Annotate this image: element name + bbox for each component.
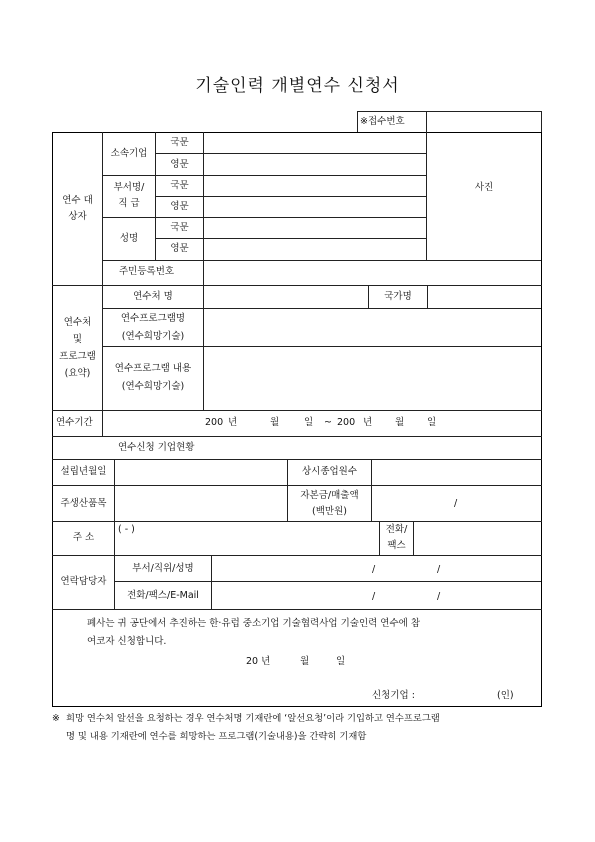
contact-dept-label: 부서/직위/성명 <box>132 563 194 574</box>
period-label: 연수기간 <box>56 417 93 428</box>
products-label: 주생산품목 <box>60 498 107 509</box>
period-year-unit: 년 <box>228 417 238 428</box>
program-section-label-1: 연수처 <box>63 317 92 328</box>
period-day-unit: 일 <box>427 417 437 428</box>
period-start-year: 200 <box>205 417 224 428</box>
phone-fax-label-2: 팩스 <box>387 540 406 551</box>
contact-person-label: 연락담당자 <box>60 576 107 587</box>
contact-phone-label: 전화/팩스/E-Mail <box>127 590 199 601</box>
form-title: 기술인력 개별연수 신청서 <box>195 76 400 96</box>
contact-dept-slash: / <box>372 564 376 575</box>
korean-label: 국문 <box>170 180 189 191</box>
applicant-label: 신청기업 : <box>372 690 415 701</box>
contact-phone-slash: / <box>372 591 376 602</box>
declaration-line-2: 여코자 신청합니다. <box>87 636 167 647</box>
english-label: 영문 <box>170 159 189 170</box>
period-tilde: ~ <box>324 417 332 428</box>
english-label: 영문 <box>170 243 189 254</box>
phone-fax-label-1: 전화/ <box>385 524 408 535</box>
receipt-number-label: ※접수번호 <box>360 116 405 127</box>
dept-label-2: 직 급 <box>118 198 140 209</box>
declaration-year: 20 년 <box>246 656 271 667</box>
capital-label-1: 자본금/매출액 <box>300 490 359 501</box>
address-label: 주 소 <box>72 532 95 543</box>
contact-dept-slash: / <box>437 564 441 575</box>
period-month-unit: 월 <box>395 417 405 428</box>
period-end-year: 200 <box>337 417 356 428</box>
capital-label-2: (백만원) <box>312 506 347 517</box>
company-status-heading: 연수신청 기업현황 <box>118 442 195 453</box>
target-section-label-2: 상자 <box>68 211 87 222</box>
capital-slash: / <box>454 498 458 509</box>
footnote-line-2: 명 및 내용 기재란에 연수를 희망하는 프로그램(기술내용)을 간략히 기재함 <box>66 731 367 742</box>
postal-code-placeholder: ( - ) <box>118 524 135 535</box>
program-content-label-1: 연수프로그램 내용 <box>114 363 192 374</box>
founded-label: 설립년월일 <box>60 466 107 477</box>
target-section-label-1: 연수 대 <box>62 195 93 206</box>
program-section-label-4: (요약) <box>64 368 91 379</box>
contact-phone-slash: / <box>437 591 441 602</box>
resident-number-label: 주민등록번호 <box>119 266 175 277</box>
program-name-label-1: 연수프로그램명 <box>120 313 186 324</box>
company-label: 소속기업 <box>110 148 148 159</box>
program-content-label-2: (연수희망기술) <box>121 381 185 392</box>
declaration-day: 일 <box>336 656 346 667</box>
declaration-month: 월 <box>300 656 310 667</box>
period-year-unit: 년 <box>363 417 373 428</box>
declaration-line-1: 폐사는 귀 공단에서 추진하는 한·유럽 중소기업 기술협력사업 기술인력 연수에 참 <box>87 618 421 629</box>
photo-label: 사진 <box>474 182 494 193</box>
korean-label: 국문 <box>170 137 189 148</box>
program-name-label-2: (연수희망기술) <box>121 331 185 342</box>
english-label: 영문 <box>170 201 189 212</box>
footnote-line-1: 희망 연수처 알선을 요청하는 경우 연수처명 기재란에 ‘알선요청’이라 기입하고 연수프로그램 <box>66 713 440 724</box>
dept-label-1: 부서명/ <box>113 182 145 193</box>
country-label: 국가명 <box>384 291 412 302</box>
footnote-mark: ※ <box>52 713 60 724</box>
seal-label: (인) <box>497 690 514 701</box>
name-label: 성명 <box>119 233 139 244</box>
korean-label: 국문 <box>170 222 189 233</box>
period-day-unit: 일 <box>304 417 314 428</box>
training-place-label: 연수처 명 <box>133 291 173 302</box>
period-month-unit: 월 <box>270 417 280 428</box>
program-section-label-3: 프로그램 <box>59 351 96 362</box>
employees-label: 상시종업원수 <box>301 466 358 477</box>
program-section-label-2: 및 <box>72 334 83 345</box>
